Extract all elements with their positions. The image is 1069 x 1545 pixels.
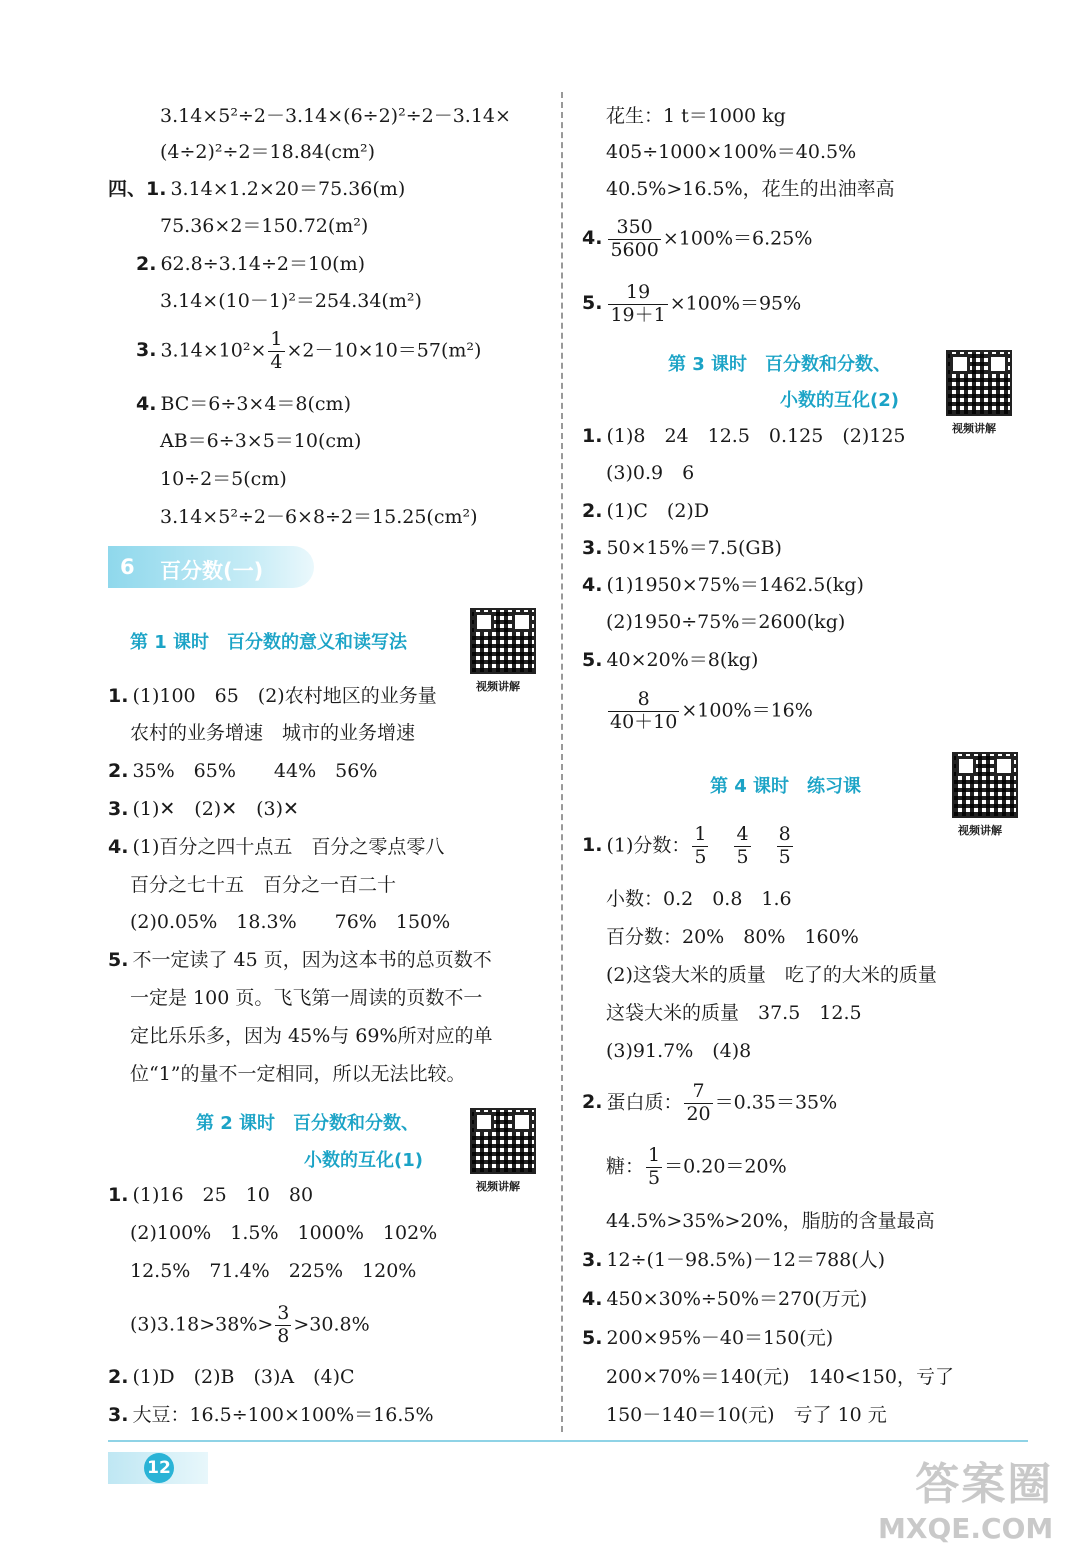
k3-q4 (582, 576, 864, 595)
q-number: 5. (582, 1327, 603, 1349)
lesson-3-title-line2: 小数的互化(2) (780, 390, 899, 411)
text: >30.8% (293, 1313, 370, 1336)
q-number: 5. (582, 649, 603, 671)
q-number: 4. (136, 393, 157, 415)
text: 450×30%÷50%＝270(万元) (606, 1288, 868, 1310)
text-line: 这袋大米的质量 37.5 12.5 (606, 1002, 862, 1024)
fraction: $\frac{7}{20}$ (686, 1080, 711, 1125)
text: (1)1950×75%＝1462.5(kg) (606, 574, 864, 596)
lesson-2-title-line2: 小数的互化(1) (304, 1150, 423, 1171)
text-line (606, 1146, 787, 1189)
fraction: $\frac{8}{40+10}$ (610, 688, 678, 733)
text-line: (2)1950÷75%＝2600(kg) (606, 611, 846, 633)
r-q5 (582, 283, 801, 326)
q-number: 2. (108, 760, 129, 782)
q-number: 4. (582, 1288, 603, 1310)
fraction: $\frac{8}{5}$ (778, 823, 791, 868)
qr-label: 视频讲解 (476, 680, 520, 693)
k2-q2 (108, 1368, 355, 1387)
unit-title: 百分数(一) (160, 559, 264, 583)
fraction: $\frac{19}{19+1}$ (610, 281, 666, 326)
qr-code-icon[interactable] (470, 608, 536, 674)
q-number: 1. (582, 425, 603, 447)
q-number: 1. (108, 685, 129, 707)
text-line: 百分之七十五 百分之一百二十 (130, 874, 397, 896)
q4-1 (108, 180, 405, 199)
k1-q3 (108, 800, 299, 819)
q-number: 3. (582, 537, 603, 559)
text: (1)100 65 (2)农村地区的业务量 (132, 685, 437, 707)
text-line: 10÷2＝5(cm) (160, 468, 287, 490)
text: 不一定读了 45 页，因为这本书的总页数不 (132, 949, 492, 971)
text-line: 小数：0.2 0.8 1.6 (606, 888, 792, 910)
text-line: 75.36×2＝150.72(m²) (160, 215, 369, 237)
k1-q4 (108, 838, 444, 857)
text: 62.8÷3.14÷2＝10(m) (160, 253, 366, 275)
text: 3.14×10²× (160, 339, 267, 362)
text: 40×20%＝8(kg) (606, 649, 759, 671)
k3-q2 (582, 502, 709, 521)
text-line: 150－140＝10(元) 亏了 10 元 (606, 1404, 887, 1426)
text: ×2－10×10＝57(m²) (286, 339, 482, 362)
text: (1)C (2)D (606, 500, 710, 522)
text: (1)✕ (2)✕ (3)✕ (132, 798, 299, 820)
q-number: 3. (108, 798, 129, 820)
watermark-logo (878, 1448, 1054, 1545)
unit-number: 6 (120, 555, 135, 579)
footer-rule (108, 1440, 1028, 1442)
text-line: 200×70%＝140(元) 140<150，亏了 (606, 1366, 954, 1388)
text-line: 花生：1 t＝1000 kg (606, 105, 786, 127)
k4-q4 (582, 1290, 867, 1309)
text: 12÷(1－98.5%)－12＝788(人) (606, 1249, 886, 1271)
text-line: 405÷1000×100%＝40.5% (606, 141, 857, 163)
k4-q1 (582, 825, 795, 868)
qr-code-icon[interactable] (952, 752, 1018, 818)
text: 3.14×1.2×20＝75.36(m) (170, 178, 406, 200)
text-line: 定比乐乐多，因为 45%与 69%所对应的单 (130, 1025, 493, 1047)
k1-q1 (108, 687, 437, 706)
text-line: AB＝6÷3×5＝10(cm) (160, 430, 362, 452)
text-line: 农村的业务增速 城市的业务增速 (130, 722, 416, 744)
fraction: $\frac{1}{5}$ (648, 1144, 661, 1189)
q-number: 2. (108, 1366, 129, 1388)
text: (1)分数： (606, 834, 691, 857)
text: 大豆：16.5÷100×100%＝16.5% (132, 1404, 434, 1426)
q-number: 2. (582, 1091, 603, 1114)
r-q4 (582, 218, 812, 261)
qr-label: 视频讲解 (958, 824, 1002, 837)
lesson-3-title-line1: 第 3 课时 百分数和分数、 (668, 354, 892, 375)
q-number: 5. (108, 949, 129, 971)
page-number-badge (108, 1452, 208, 1484)
text-line: 位“1”的量不一定相同，所以无法比较。 (130, 1063, 466, 1085)
q-number: 4. (582, 227, 603, 250)
text-line (130, 1304, 370, 1347)
q-number: 3. (136, 339, 157, 362)
qr-label: 视频讲解 (952, 422, 996, 435)
text-line: 3.14×(10－1)²＝254.34(m²) (160, 290, 422, 312)
text-line: (3)0.9 6 (606, 462, 695, 484)
page-number: 12 (144, 1453, 174, 1483)
k3-q3 (582, 539, 782, 558)
text-line: 3.14×5²÷2－6×8÷2＝15.25(cm²) (160, 506, 478, 528)
k2-q3 (108, 1406, 434, 1425)
qr-label: 视频讲解 (476, 1180, 520, 1193)
text: 蛋白质： (606, 1091, 683, 1114)
text: 35% 65% 44% 56% (132, 760, 378, 782)
text: ×100%＝6.25% (662, 227, 813, 250)
text-line: 44.5%>35%>20%，脂肪的含量最高 (606, 1210, 935, 1232)
lesson-4-title: 第 4 课时 练习课 (710, 776, 862, 797)
text-line: 一定是 100 页。飞飞第一周读的页数不一 (130, 987, 483, 1009)
k4-q3 (582, 1251, 885, 1270)
text-line: 3.14×5²÷2－3.14×(6÷2)²÷2－3.14× (160, 105, 511, 127)
q-number: 1. (582, 834, 603, 857)
fraction: $\frac{1}{4}$ (270, 328, 283, 373)
text: ＝0.35＝35% (714, 1091, 838, 1114)
text-line: 百分数：20% 80% 160% (606, 926, 859, 948)
text-line: 40.5%>16.5%，花生的出油率高 (606, 178, 895, 200)
q4-4 (136, 395, 351, 414)
text: (1)16 25 10 80 (132, 1184, 314, 1206)
text: 糖： (606, 1155, 645, 1178)
fraction: $\frac{1}{5}$ (694, 823, 707, 868)
k3-q5 (582, 651, 758, 670)
watermark-url: MXQE.COM (878, 1512, 1054, 1545)
lesson-1-title: 第 1 课时 百分数的意义和读写法 (130, 632, 408, 653)
q-number: 5. (582, 292, 603, 315)
k1-q5 (108, 951, 492, 970)
watermark-text: 答案圈 (915, 1459, 1054, 1510)
q-number: 2. (136, 253, 157, 275)
text-line: (4÷2)²÷2＝18.84(cm²) (160, 141, 376, 163)
column-divider (561, 92, 563, 1432)
fraction: $\frac{350}{5600}$ (610, 216, 659, 261)
q-number: 4. (582, 574, 603, 596)
k2-q1 (108, 1186, 313, 1205)
text: BC＝6÷3×4＝8(cm) (160, 393, 351, 415)
unit-banner (108, 546, 314, 588)
fraction: $\frac{4}{5}$ (736, 823, 749, 868)
qr-code-icon[interactable] (470, 1108, 536, 1174)
q4-2 (136, 255, 365, 274)
text: 200×95%－40＝150(元) (606, 1327, 834, 1349)
lesson-2-title-line1: 第 2 课时 百分数和分数、 (196, 1113, 420, 1134)
q-number: 4. (108, 836, 129, 858)
text: (3)3.18>38%> (130, 1313, 274, 1336)
fraction: $\frac{3}{8}$ (277, 1302, 290, 1347)
q-number: 3. (582, 1249, 603, 1271)
text: (1)D (2)B (3)A (4)C (132, 1366, 355, 1388)
k4-q5 (582, 1329, 833, 1348)
qr-code-icon[interactable] (946, 350, 1012, 416)
text: ＝0.20＝20% (664, 1155, 787, 1178)
q-number: 2. (582, 500, 603, 522)
text: ×100%＝16% (681, 699, 813, 722)
q-number: 3. (108, 1404, 129, 1426)
text-line: (2)0.05% 18.3% 76% 150% (130, 911, 451, 933)
q-number: 1. (108, 1184, 129, 1206)
k4-q2 (582, 1082, 837, 1125)
text-line: (3)91.7% (4)8 (606, 1040, 752, 1062)
text-line: (2)100% 1.5% 1000% 102% (130, 1222, 438, 1244)
text-line: (2)这袋大米的质量 吃了的大米的质量 (606, 964, 937, 986)
k3-q1 (582, 427, 906, 446)
text: (1)8 24 12.5 0.125 (2)125 (606, 425, 906, 447)
text: ×100%＝95% (669, 292, 802, 315)
text: 50×15%＝7.5(GB) (606, 537, 782, 559)
text: (1)百分之四十点五 百分之零点零八 (132, 836, 445, 858)
q4-3 (136, 330, 481, 373)
text-line: 12.5% 71.4% 225% 120% (130, 1260, 417, 1282)
text-line (606, 690, 813, 733)
q-number: 四、1. (108, 178, 167, 200)
k1-q2 (108, 762, 377, 781)
